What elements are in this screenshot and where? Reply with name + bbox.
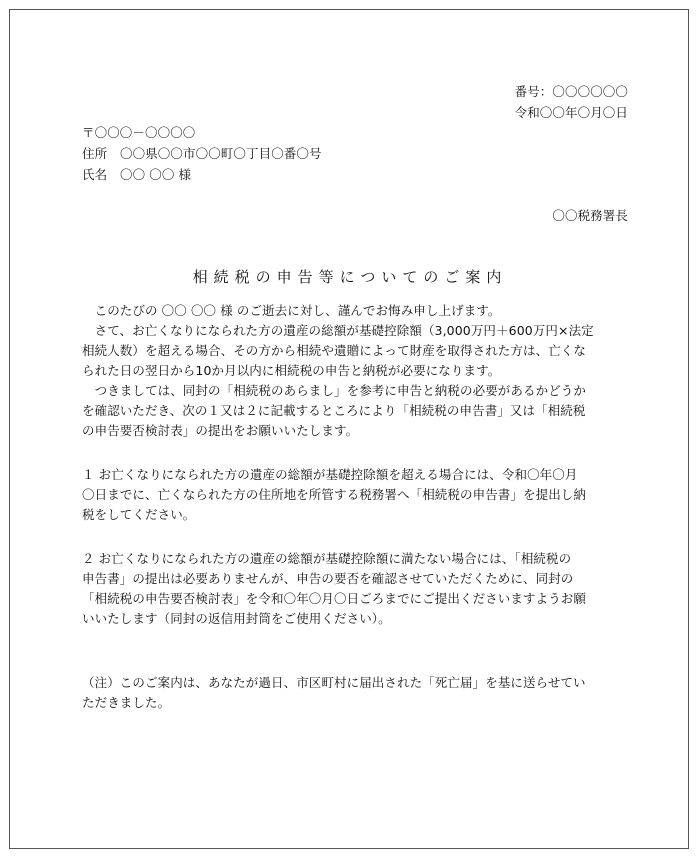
document-page	[9, 9, 689, 849]
sender: 〇〇税務署長	[552, 208, 628, 223]
item-2-line: ２ お亡くなりになられた方の遺産の総額が基礎控除額に満たない場合には、「相続税の	[82, 551, 572, 566]
address-label: 住所	[82, 146, 108, 161]
item-2-line: 「相続税の申告要否検討表」を令和〇年〇月〇日ごろまでにご提出くださいますようお願	[82, 591, 587, 606]
address-line	[82, 146, 322, 162]
body-line: 相続人数）を超える場合、その方から相続や遺贈によって財産を取得された方は、亡くな	[82, 343, 587, 358]
page-title: 相続税の申告等についてのご案内	[192, 268, 508, 286]
body-line: の申告要否検討表」の提出をお願いいたします。	[82, 423, 359, 438]
name-value: 〇〇 〇〇 様	[120, 167, 192, 182]
document-number: 番号：〇〇〇〇〇〇	[514, 84, 628, 99]
note-line: （注）このご案内は、あなたが過日、市区町村に届出された「死亡届」を基に送らせてい	[82, 675, 586, 690]
item-1-line: 税をしてください。	[82, 507, 196, 522]
body-line: られた日の翌日から10か月以内に相続税の申告と納税が必要になります。	[82, 363, 501, 378]
body-line: さて、お亡くなりになられた方の遺産の総額が基礎控除額（3,000万円＋600万円×法定	[82, 323, 594, 338]
item-1-line: １ お亡くなりになられた方の遺産の総額が基礎控除額を超える場合には、令和〇年〇月	[82, 467, 578, 482]
body-line: つきましては、同封の「相続税のあらまし」を参考に申告と納税の必要があるかどうか	[82, 383, 587, 398]
name-line	[82, 167, 191, 183]
address-value: 〇〇県〇〇市〇〇町〇丁目〇番〇号	[120, 146, 322, 161]
body-line: を確認いただき、次の１又は２に記載するところにより「相続税の申告書」又は「相続税	[82, 403, 586, 418]
item-2-line: いいたします（同封の返信用封筒をご使用ください）。	[82, 611, 391, 626]
body-line: このたびの 〇〇 〇〇 様 のご逝去に対し、謹んでお悔み申し上げます。	[82, 303, 501, 318]
postal-code: 〒〇〇〇－〇〇〇〇	[82, 125, 196, 140]
item-1-line: 〇日までに、亡くなられた方の住所地を所管する税務署へ「相続税の申告書」を提出し納	[82, 487, 587, 502]
name-label: 氏名	[82, 167, 108, 182]
item-2-line: 申告書」の提出は必要ありませんが、申告の要否を確認させていただくために、同封の	[82, 571, 574, 586]
note-line: ただきました。	[82, 695, 171, 710]
document-date: 令和〇〇年〇月〇日	[514, 105, 628, 120]
